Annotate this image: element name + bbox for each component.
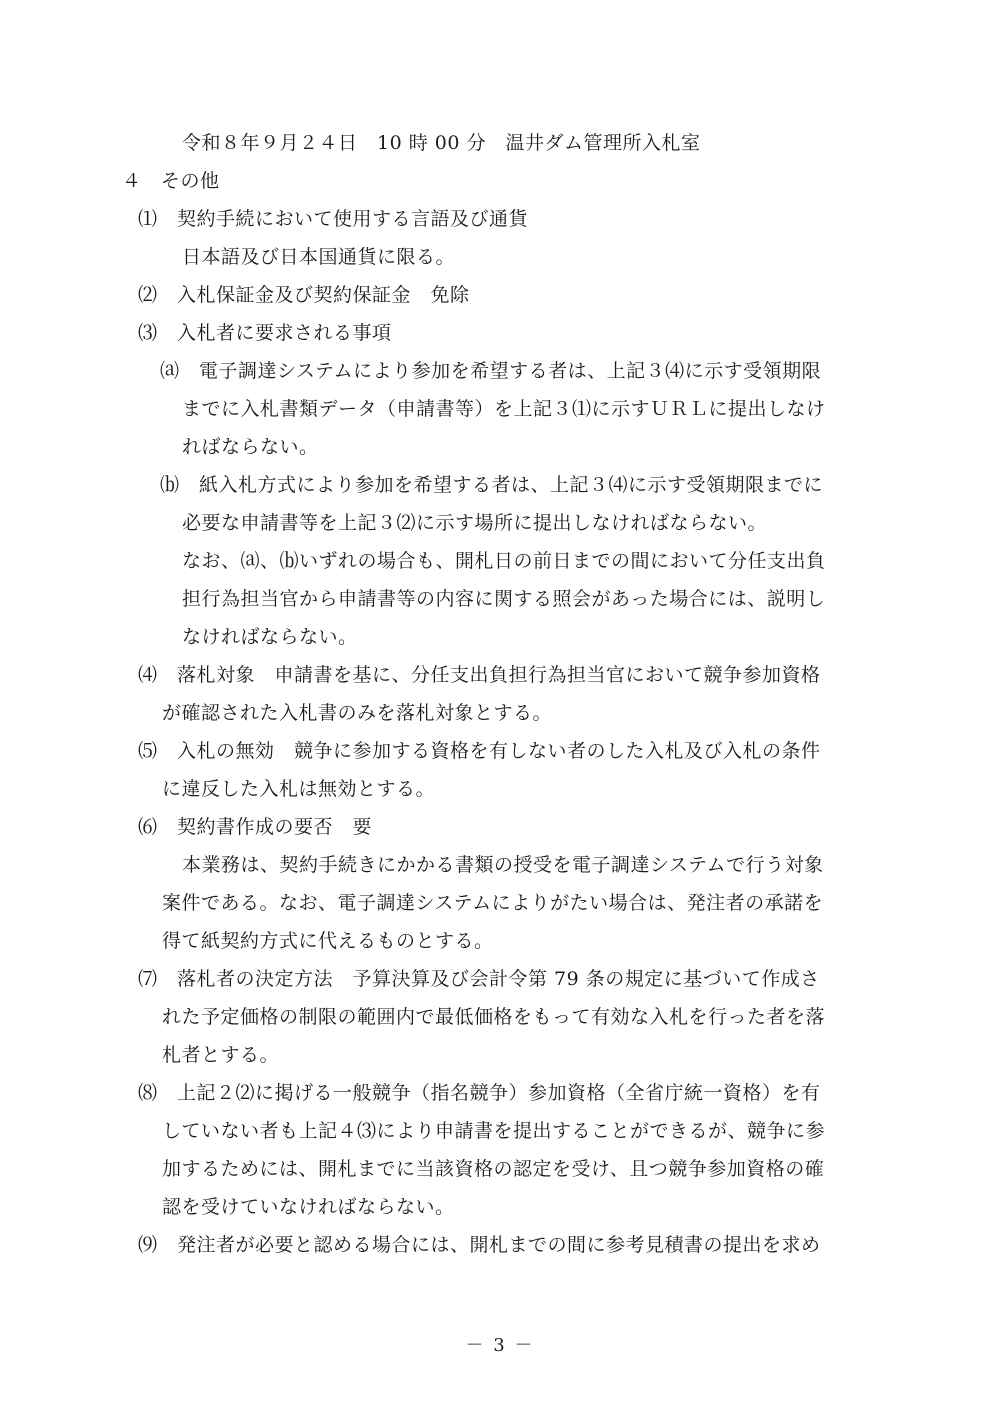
item-heading: ⑹ 契約書作成の要否 要: [138, 816, 373, 838]
text-line: 日本語及び日本国通貨に限る。: [182, 246, 456, 268]
item-heading: ⑺ 落札者の決定方法 予算決算及び会計令第 79 条の規定に基づいて作成さ: [138, 968, 820, 990]
page-number: － 3 －: [465, 1335, 535, 1356]
item-heading: ⑴ 契約手続において使用する言語及び通貨: [138, 208, 529, 230]
text-line: していない者も上記４⑶により申請書を提出することができるが、競争に参: [162, 1120, 826, 1142]
sub-item: ⒜ 電子調達システムにより参加を希望する者は、上記３⑷に示す受領期限: [160, 360, 822, 382]
text-line: 認を受けていなければならない。: [162, 1196, 455, 1218]
text-line: に違反した入札は無効とする。: [162, 778, 436, 800]
item-heading: ⑼ 発注者が必要と認める場合には、開札までの間に参考見積書の提出を求め: [138, 1234, 821, 1256]
item-heading: ⑻ 上記２⑵に掲げる一般競争（指名競争）参加資格（全省庁統一資格）を有: [138, 1082, 821, 1104]
text-line: 加するためには、開札までに当該資格の認定を受け、且つ競争参加資格の確: [162, 1158, 825, 1180]
item-heading: ⑸ 入札の無効 競争に参加する資格を有しない者のした入札及び入札の条件: [138, 740, 821, 762]
text-line: なければならない。: [182, 626, 358, 648]
text-line: 本業務は、契約手続きにかかる書類の授受を電子調達システムで行う対象: [182, 854, 824, 876]
sub-item: ⒝ 紙入札方式により参加を希望する者は、上記３⑷に示す受領期限までに: [160, 474, 824, 496]
text-line: ればならない。: [182, 436, 319, 458]
item-heading: ⑶ 入札者に要求される事項: [138, 322, 392, 344]
text-line: なお、⒜、⒝いずれの場合も、開札日の前日までの間において分任支出負: [182, 550, 826, 572]
text-line: れた予定価格の制限の範囲内で最低価格をもって有効な入札を行った者を落: [162, 1006, 826, 1028]
text-line: までに入札書類データ（申請書等）を上記３⑴に示すＵＲＬに提出しなけ: [182, 398, 826, 420]
item-heading: ⑷ 落札対象 申請書を基に、分任支出負担行為担当官において競争参加資格: [138, 664, 821, 686]
section-heading: ４ その他: [122, 170, 220, 192]
text-line: 令和８年９月２４日 10 時 00 分 温井ダム管理所入札室: [182, 132, 701, 154]
text-line: 札者とする。: [162, 1044, 280, 1066]
text-line: 必要な申請書等を上記３⑵に示す場所に提出しなければならない。: [182, 512, 768, 534]
text-line: 担行為担当官から申請書等の内容に関する照会があった場合には、説明し: [182, 588, 826, 610]
text-line: 得て紙契約方式に代えるものとする。: [162, 930, 494, 952]
text-line: が確認された入札書のみを落札対象とする。: [162, 702, 553, 724]
item-heading: ⑵ 入札保証金及び契約保証金 免除: [138, 284, 470, 306]
text-line: 案件である。なお、電子調達システムによりがたい場合は、発注者の承諾を: [162, 892, 824, 914]
